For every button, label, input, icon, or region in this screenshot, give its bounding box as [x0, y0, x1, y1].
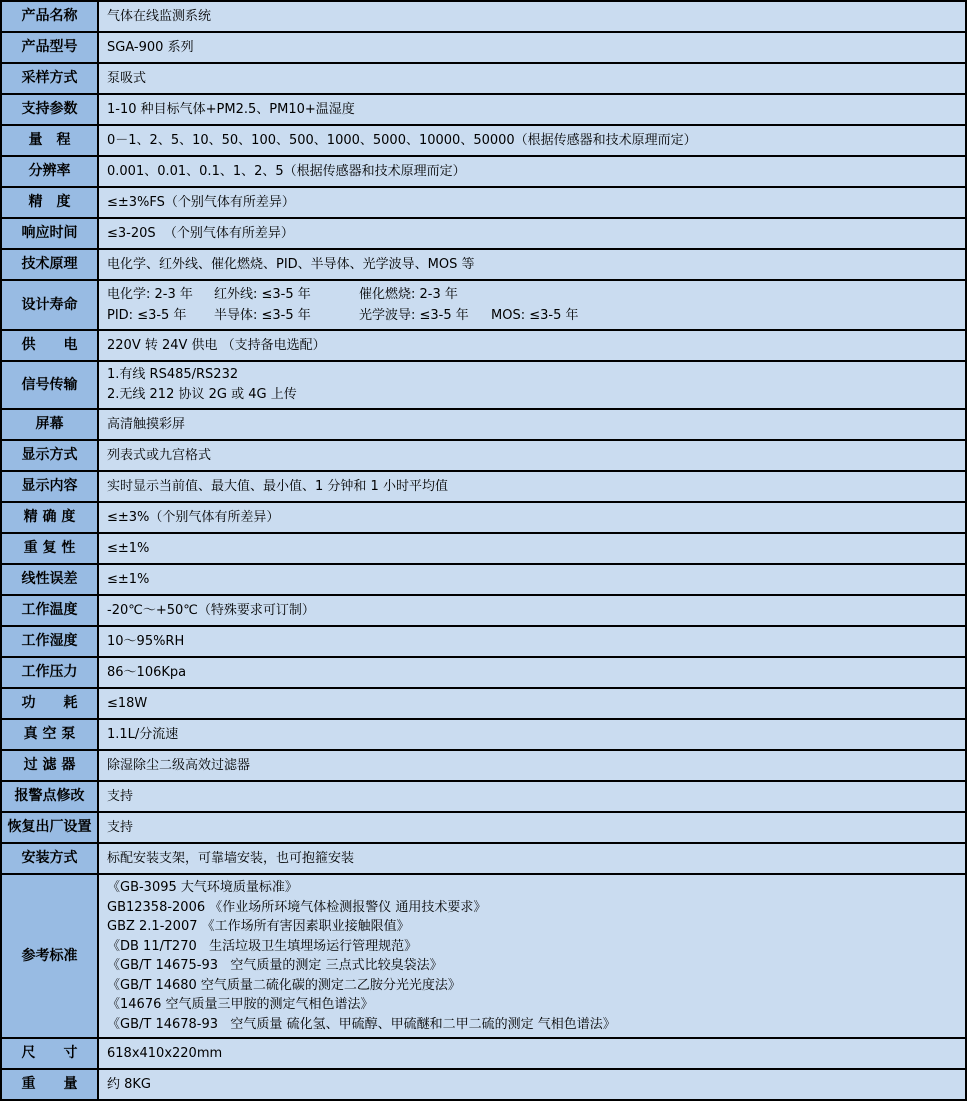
spec-value: [99, 64, 965, 93]
spec-value-line: 《14676 空气质量三甲胺的测定气相色谱法》: [107, 997, 374, 1012]
spec-label: 参考标准: [2, 875, 99, 1037]
lifetime-grid-cell: 催化燃烧: 2-3 年: [359, 287, 458, 302]
spec-value: [99, 410, 965, 439]
spec-row: [2, 188, 965, 219]
spec-row: [2, 534, 965, 565]
spec-value: [99, 1039, 965, 1068]
spec-value: [99, 596, 965, 625]
spec-value-line: 《GB/T 14680 空气质量二硫化碳的测定二乙胺分光光度法》: [107, 977, 461, 993]
spec-row: [2, 782, 965, 813]
lifetime-grid-cell: [491, 284, 959, 305]
spec-value-text: 支持: [107, 819, 134, 835]
spec-row: [2, 689, 965, 720]
spec-label: 恢复出厂设置: [2, 813, 99, 842]
spec-row: [2, 441, 965, 472]
spec-value: [99, 441, 965, 470]
spec-label: 采样方式: [2, 64, 99, 93]
spec-value-text: ≤±3%（个别气体有所差异）: [107, 509, 280, 525]
spec-value-text: 86～106Kpa: [107, 664, 187, 680]
spec-label: 分辨率: [2, 157, 99, 186]
spec-label: 精 确 度: [2, 503, 99, 532]
spec-row: [2, 596, 965, 627]
spec-value: [99, 813, 965, 842]
spec-value: [99, 157, 965, 186]
spec-value: [99, 875, 965, 1037]
spec-label: 量 程: [2, 126, 99, 155]
spec-label: 屏幕: [2, 410, 99, 439]
spec-label: 报警点修改: [2, 782, 99, 811]
spec-value-text: 实时显示当前值、最大值、最小值、1 分钟和 1 小时平均值: [107, 478, 448, 494]
lifetime-grid-cell: 红外线: ≤3-5 年: [214, 287, 311, 302]
lifetime-grid-row: [107, 284, 959, 305]
lifetime-grid-row: [107, 305, 959, 326]
spec-row: [2, 95, 965, 126]
spec-row: [2, 503, 965, 534]
spec-value: [99, 126, 965, 155]
spec-value-text: ≤±1%: [107, 571, 150, 587]
spec-value: [99, 658, 965, 687]
spec-row: [2, 64, 965, 95]
spec-value-text: 列表式或九宫格式: [107, 447, 212, 463]
spec-value-line: GB12358-2006 《作业场所环境气体检测报警仪 通用技术要求》: [107, 899, 487, 915]
spec-row: [2, 281, 965, 331]
spec-row: [2, 126, 965, 157]
lifetime-grid-cell: 光学波导: ≤3-5 年: [359, 308, 469, 323]
spec-row: [2, 219, 965, 250]
spec-value: [99, 33, 965, 62]
spec-value-line: 《GB-3095 大气环境质量标准》: [107, 880, 298, 895]
spec-value-text: 标配安装支架，可靠墙安装，也可抱箍安装: [107, 850, 355, 866]
spec-row: [2, 1039, 965, 1070]
spec-value: [99, 188, 965, 217]
spec-label: 支持参数: [2, 95, 99, 124]
spec-row: [2, 331, 965, 362]
spec-value: [99, 1070, 965, 1099]
spec-value: [99, 534, 965, 563]
spec-label: 产品型号: [2, 33, 99, 62]
spec-label: 供 电: [2, 331, 99, 360]
spec-row: [2, 844, 965, 875]
spec-row: [2, 472, 965, 503]
spec-value-text: 0－1、2、5、10、50、100、500、1000、5000、10000、50000（根据传感器和技术原理而定）: [107, 132, 697, 148]
spec-label: 重 复 性: [2, 534, 99, 563]
spec-label: 安装方式: [2, 844, 99, 873]
spec-value-text: 1.1L/分流速: [107, 726, 179, 742]
spec-label: 显示内容: [2, 472, 99, 501]
spec-value-text: 618x410x220mm: [107, 1045, 223, 1061]
spec-row: [2, 157, 965, 188]
spec-value: [99, 782, 965, 811]
spec-value: [99, 503, 965, 532]
spec-value: [99, 751, 965, 780]
spec-row: [2, 33, 965, 64]
spec-value-text: 1-10 种目标气体+PM2.5、PM10+温湿度: [107, 101, 355, 117]
spec-row: [2, 627, 965, 658]
spec-label: 工作温度: [2, 596, 99, 625]
spec-label: 真 空 泵: [2, 720, 99, 749]
spec-row: [2, 658, 965, 689]
spec-row: [2, 813, 965, 844]
spec-label: 设计寿命: [2, 281, 99, 329]
spec-label: 重 量: [2, 1070, 99, 1099]
spec-value-line: GBZ 2.1-2007 《工作场所有害因素职业接触限值》: [107, 919, 410, 934]
spec-label: 信号传输: [2, 362, 99, 408]
spec-value-text: 高清触摸彩屏: [107, 416, 186, 432]
spec-label: 功 耗: [2, 689, 99, 718]
spec-row: [2, 875, 965, 1039]
spec-value-text: 约 8KG: [107, 1076, 152, 1092]
spec-label: 产品名称: [2, 2, 99, 31]
lifetime-grid-cell: PID: ≤3-5 年: [107, 308, 187, 323]
spec-value-line: 《GB/T 14675-93 空气质量的测定 三点式比较臭袋法》: [107, 958, 443, 973]
spec-value-text: 气体在线监测系统: [107, 8, 212, 24]
lifetime-grid-cell: 半导体: ≤3-5 年: [214, 308, 311, 323]
spec-row: [2, 362, 965, 410]
lifetime-grid-cell: MOS: ≤3-5 年: [491, 308, 579, 323]
spec-row: [2, 2, 965, 33]
spec-value-line: 1.有线 RS485/RS232: [107, 367, 239, 382]
spec-value-text: ≤±1%: [107, 540, 150, 556]
spec-value: [99, 2, 965, 31]
spec-row: [2, 1070, 965, 1101]
spec-label: 过 滤 器: [2, 751, 99, 780]
spec-value: [99, 844, 965, 873]
spec-value-text: SGA-900 系列: [107, 39, 194, 55]
spec-row: [2, 410, 965, 441]
spec-row: [2, 720, 965, 751]
spec-value-text: 0.001、0.01、0.1、1、2、5（根据传感器和技术原理而定）: [107, 163, 466, 179]
spec-row: [2, 250, 965, 281]
spec-value-text: 电化学、红外线、催化燃烧、PID、半导体、光学波导、MOS 等: [107, 256, 475, 272]
spec-value: [99, 331, 965, 360]
spec-value-text: ≤±3%FS（个别气体有所差异）: [107, 194, 295, 210]
spec-label: 精 度: [2, 188, 99, 217]
spec-value: [99, 250, 965, 279]
spec-value: [99, 219, 965, 248]
spec-label: 尺 寸: [2, 1039, 99, 1068]
spec-value-line: 2.无线 212 协议 2G 或 4G 上传: [107, 387, 297, 402]
spec-label: 响应时间: [2, 219, 99, 248]
spec-value: [99, 720, 965, 749]
spec-label: 工作湿度: [2, 627, 99, 656]
spec-label: 线性误差: [2, 565, 99, 594]
spec-value-text: 泵吸式: [107, 70, 147, 86]
spec-value-text: 支持: [107, 788, 134, 804]
spec-value-line: 《GB/T 14678-93 空气质量 硫化氢、甲硫醇、甲硫醚和二甲二硫的测定 气相色谱法》: [107, 1016, 616, 1032]
lifetime-grid-cell: 电化学: 2-3 年: [107, 287, 193, 302]
spec-row: [2, 565, 965, 596]
spec-value-text: 10～95%RH: [107, 633, 185, 649]
spec-value-text: ≤3-20S （个别气体有所差异）: [107, 225, 294, 241]
spec-label: 技术原理: [2, 250, 99, 279]
spec-row: [2, 751, 965, 782]
spec-value: [99, 95, 965, 124]
spec-value-line: 《DB 11/T270 生活垃圾卫生填埋场运行管理规范》: [107, 938, 418, 954]
spec-value: [99, 565, 965, 594]
spec-value-text: ≤18W: [107, 695, 148, 711]
spec-value: [99, 281, 965, 329]
spec-value: [99, 689, 965, 718]
spec-value: [99, 472, 965, 501]
spec-value-text: 除湿除尘二级高效过滤器: [107, 757, 251, 773]
spec-label: 工作压力: [2, 658, 99, 687]
spec-value: [99, 362, 965, 408]
spec-value-text: 220V 转 24V 供电 （支持备电选配）: [107, 337, 326, 353]
spec-value: [99, 627, 965, 656]
spec-value-text: -20℃～+50℃（特殊要求可订制）: [107, 602, 315, 618]
spec-label: 显示方式: [2, 441, 99, 470]
